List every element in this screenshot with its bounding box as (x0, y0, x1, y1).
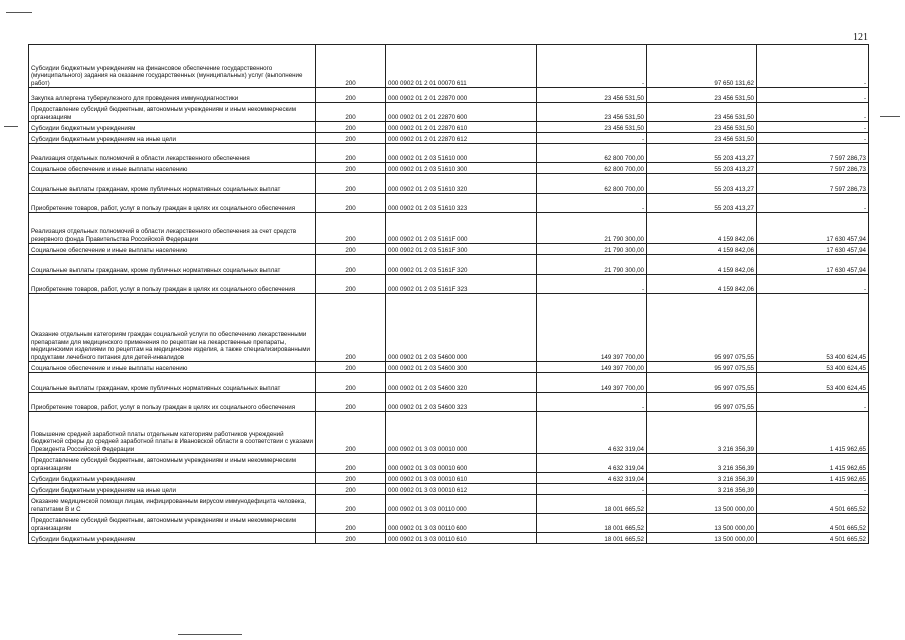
row-approved: - (537, 45, 647, 88)
row-kv: 200 (316, 45, 386, 88)
row-unexecuted: 17 630 457,94 (757, 255, 869, 275)
row-kv: 200 (316, 144, 386, 163)
row-kbk: 000 0902 01 2 03 51610 000 (386, 144, 537, 163)
row-kv: 200 (316, 495, 386, 514)
row-unexecuted: 17 630 457,94 (757, 244, 869, 255)
row-approved: 21 790 300,00 (537, 244, 647, 255)
row-executed: 55 203 413,27 (647, 144, 757, 163)
row-name: Субсидии бюджетным учреждениям на финансовое обеспечение государственного (муниципального) задания на оказание государственных (муниципальных) услуг (выполнение работ) (29, 45, 316, 88)
scan-line-top (6, 12, 32, 13)
row-kv: 200 (316, 275, 386, 294)
row-kv: 200 (316, 294, 386, 362)
table-row (29, 495, 869, 514)
row-name: Предоставление субсидий бюджетным, автономным учреждениям и иным некоммерческим организациям (29, 454, 316, 473)
row-executed: 4 159 842,06 (647, 275, 757, 294)
row-unexecuted: 4 501 665,52 (757, 495, 869, 514)
row-kbk: 000 0902 01 3 03 00110 600 (386, 514, 537, 533)
row-name: Приобретение товаров, работ, услуг в пользу граждан в целях их социального обеспечения (29, 275, 316, 294)
row-name: Предоставление субсидий бюджетным, автономным учреждениям и иным некоммерческим организациям (29, 514, 316, 533)
row-kv: 200 (316, 88, 386, 103)
row-name: Реализация отдельных полномочий в области лекарственного обеспечения (29, 144, 316, 163)
row-unexecuted: 7 597 286,73 (757, 174, 869, 194)
row-unexecuted: 17 630 457,94 (757, 213, 869, 244)
row-kv: 200 (316, 484, 386, 495)
row-approved: - (537, 393, 647, 412)
row-name: Приобретение товаров, работ, услуг в пользу граждан в целях их социального обеспечения (29, 194, 316, 213)
row-unexecuted: 53 400 624,45 (757, 362, 869, 373)
row-approved: - (537, 133, 647, 144)
row-executed: 95 997 075,55 (647, 294, 757, 362)
row-name: Социальные выплаты гражданам, кроме публичных нормативных социальных выплат (29, 255, 316, 275)
row-approved: 62 800 700,00 (537, 144, 647, 163)
row-name: Социальные выплаты гражданам, кроме публичных нормативных социальных выплат (29, 373, 316, 393)
row-kbk: 000 0902 01 2 03 54600 300 (386, 362, 537, 373)
row-name: Реализация отдельных полномочий в области лекарственного обеспечения за счет средств резервного фонда Правительства Российской Федерации (29, 213, 316, 244)
row-approved: 23 456 531,50 (537, 122, 647, 133)
row-approved: 149 397 700,00 (537, 362, 647, 373)
row-approved: 62 800 700,00 (537, 163, 647, 174)
row-executed: 3 216 356,39 (647, 454, 757, 473)
row-unexecuted: 1 415 962,65 (757, 473, 869, 484)
table-row (29, 144, 869, 163)
row-unexecuted: - (757, 45, 869, 88)
row-executed: 23 456 531,50 (647, 103, 757, 122)
table-row (29, 194, 869, 213)
row-unexecuted: - (757, 88, 869, 103)
table-row (29, 294, 869, 362)
row-approved: 23 456 531,50 (537, 103, 647, 122)
row-kbk: 000 0902 01 3 03 00110 610 (386, 533, 537, 544)
table-row (29, 484, 869, 495)
row-unexecuted: 7 597 286,73 (757, 163, 869, 174)
row-name: Социальное обеспечение и иные выплаты населению (29, 163, 316, 174)
row-kbk: 000 0902 01 3 03 00110 000 (386, 495, 537, 514)
row-unexecuted: - (757, 122, 869, 133)
row-unexecuted: 1 415 962,65 (757, 454, 869, 473)
row-kbk: 000 0902 01 3 03 00010 000 (386, 412, 537, 454)
row-unexecuted: - (757, 275, 869, 294)
row-unexecuted: - (757, 133, 869, 144)
row-executed: 4 159 842,06 (647, 244, 757, 255)
row-kbk: 000 0902 01 2 03 5161F 300 (386, 244, 537, 255)
row-kv: 200 (316, 133, 386, 144)
row-name: Предоставление субсидий бюджетным, автономным учреждениям и иным некоммерческим организациям (29, 103, 316, 122)
row-executed: 3 216 356,39 (647, 412, 757, 454)
row-executed: 4 159 842,06 (647, 255, 757, 275)
table-row (29, 454, 869, 473)
row-approved: 149 397 700,00 (537, 373, 647, 393)
row-executed: 4 159 842,06 (647, 213, 757, 244)
row-kv: 200 (316, 362, 386, 373)
row-kbk: 000 0902 01 2 03 5161F 000 (386, 213, 537, 244)
row-unexecuted: - (757, 393, 869, 412)
row-executed: 13 500 000,00 (647, 533, 757, 544)
row-executed: 13 500 000,00 (647, 495, 757, 514)
row-name: Социальные выплаты гражданам, кроме публичных нормативных социальных выплат (29, 174, 316, 194)
row-executed: 97 650 131,62 (647, 45, 757, 88)
row-kv: 200 (316, 163, 386, 174)
row-executed: 13 500 000,00 (647, 514, 757, 533)
row-unexecuted: - (757, 484, 869, 495)
row-kv: 200 (316, 454, 386, 473)
row-approved: 4 632 319,04 (537, 473, 647, 484)
row-kbk: 000 0902 01 2 03 54600 323 (386, 393, 537, 412)
table-row (29, 122, 869, 133)
budget-table (28, 44, 869, 544)
row-unexecuted: - (757, 103, 869, 122)
row-name: Субсидии бюджетным учреждениям на иные цели (29, 484, 316, 495)
row-kv: 200 (316, 244, 386, 255)
row-kv: 200 (316, 533, 386, 544)
row-name: Субсидии бюджетным учреждениям на иные цели (29, 133, 316, 144)
row-kv: 200 (316, 174, 386, 194)
scan-line-bottom (178, 634, 242, 635)
row-approved: - (537, 194, 647, 213)
row-name: Субсидии бюджетным учреждениям (29, 122, 316, 133)
row-executed: 95 997 075,55 (647, 362, 757, 373)
row-kbk: 000 0902 01 2 03 51610 300 (386, 163, 537, 174)
row-kv: 200 (316, 255, 386, 275)
row-approved: 23 456 531,50 (537, 88, 647, 103)
row-name: Социальное обеспечение и иные выплаты населению (29, 362, 316, 373)
table-row (29, 473, 869, 484)
row-approved: 21 790 300,00 (537, 213, 647, 244)
row-kv: 200 (316, 122, 386, 133)
table-row (29, 393, 869, 412)
row-kbk: 000 0902 01 2 01 22870 000 (386, 88, 537, 103)
scan-line-left (4, 126, 18, 127)
row-kbk: 000 0902 01 2 03 54600 000 (386, 294, 537, 362)
row-kbk: 000 0902 01 2 03 51610 323 (386, 194, 537, 213)
table-row (29, 163, 869, 174)
row-approved: 149 397 700,00 (537, 294, 647, 362)
row-unexecuted: 1 415 962,65 (757, 412, 869, 454)
row-approved: 18 001 665,52 (537, 495, 647, 514)
row-kbk: 000 0902 01 2 01 22870 610 (386, 122, 537, 133)
row-kbk: 000 0902 01 2 03 54600 320 (386, 373, 537, 393)
row-approved: 4 632 319,04 (537, 454, 647, 473)
row-kbk: 000 0902 01 3 03 00010 610 (386, 473, 537, 484)
table-row (29, 174, 869, 194)
table-row (29, 255, 869, 275)
page-number: 121 (853, 32, 868, 43)
row-approved: 62 800 700,00 (537, 174, 647, 194)
row-kbk: 000 0902 01 2 01 00070 611 (386, 45, 537, 88)
table-row (29, 133, 869, 144)
table-row (29, 244, 869, 255)
row-approved: 21 790 300,00 (537, 255, 647, 275)
row-unexecuted: 7 597 286,73 (757, 144, 869, 163)
table-row (29, 514, 869, 533)
row-approved: 4 632 319,04 (537, 412, 647, 454)
row-kv: 200 (316, 194, 386, 213)
row-kv: 200 (316, 412, 386, 454)
table-row (29, 103, 869, 122)
table-row (29, 213, 869, 244)
row-name: Закупка аллергена туберкулезного для проведения иммунодиагностики (29, 88, 316, 103)
row-unexecuted: 4 501 665,52 (757, 533, 869, 544)
table-row (29, 533, 869, 544)
row-kbk: 000 0902 01 3 03 00010 600 (386, 454, 537, 473)
row-kv: 200 (316, 473, 386, 484)
row-name: Субсидии бюджетным учреждениям (29, 533, 316, 544)
row-name: Социальное обеспечение и иные выплаты населению (29, 244, 316, 255)
row-executed: 55 203 413,27 (647, 194, 757, 213)
row-kbk: 000 0902 01 2 01 22870 600 (386, 103, 537, 122)
table-row (29, 275, 869, 294)
row-kbk: 000 0902 01 2 03 5161F 323 (386, 275, 537, 294)
row-executed: 3 216 356,39 (647, 473, 757, 484)
budget-table-body (29, 45, 869, 544)
row-name: Приобретение товаров, работ, услуг в пользу граждан в целях их социального обеспечения (29, 393, 316, 412)
row-unexecuted: - (757, 194, 869, 213)
row-approved: - (537, 484, 647, 495)
table-row (29, 88, 869, 103)
row-unexecuted: 53 400 624,45 (757, 294, 869, 362)
row-name: Повышение средней заработной платы отдельным категориям работников учреждений бюджетной сферы до средней заработной платы в Ивановской области в соответствии с указами Президента Российской Федерации (29, 412, 316, 454)
table-row (29, 412, 869, 454)
row-executed: 23 456 531,50 (647, 133, 757, 144)
row-kbk: 000 0902 01 2 03 51610 320 (386, 174, 537, 194)
row-unexecuted: 4 501 665,52 (757, 514, 869, 533)
table-row (29, 362, 869, 373)
row-kbk: 000 0902 01 2 03 5161F 320 (386, 255, 537, 275)
row-executed: 3 216 356,39 (647, 484, 757, 495)
row-approved: 18 001 665,52 (537, 514, 647, 533)
row-name: Оказание медицинской помощи лицам, инфицированным вирусом иммунодефицита человека, гепатитами B и C (29, 495, 316, 514)
row-kv: 200 (316, 514, 386, 533)
row-approved: - (537, 275, 647, 294)
row-executed: 55 203 413,27 (647, 174, 757, 194)
row-name: Субсидии бюджетным учреждениям (29, 473, 316, 484)
row-executed: 23 456 531,50 (647, 88, 757, 103)
scan-line-right (880, 116, 900, 117)
row-kv: 200 (316, 213, 386, 244)
row-name: Оказание отдельным категориям граждан социальной услуги по обеспечению лекарственными препаратами для медицинского применения по рецептам на лекарственные препараты, медицинскими изделиями по рецептам на медицинские изделия, а также специализированными продуктами лечебного питания для детей-инвалидов (29, 294, 316, 362)
row-kv: 200 (316, 373, 386, 393)
row-executed: 95 997 075,55 (647, 373, 757, 393)
row-unexecuted: 53 400 624,45 (757, 373, 869, 393)
row-kbk: 000 0902 01 2 01 22870 612 (386, 133, 537, 144)
row-kv: 200 (316, 103, 386, 122)
row-executed: 23 456 531,50 (647, 122, 757, 133)
row-kv: 200 (316, 393, 386, 412)
row-executed: 55 203 413,27 (647, 163, 757, 174)
row-executed: 95 997 075,55 (647, 393, 757, 412)
row-kbk: 000 0902 01 3 03 00010 612 (386, 484, 537, 495)
table-row (29, 45, 869, 88)
row-approved: 18 001 665,52 (537, 533, 647, 544)
table-row (29, 373, 869, 393)
